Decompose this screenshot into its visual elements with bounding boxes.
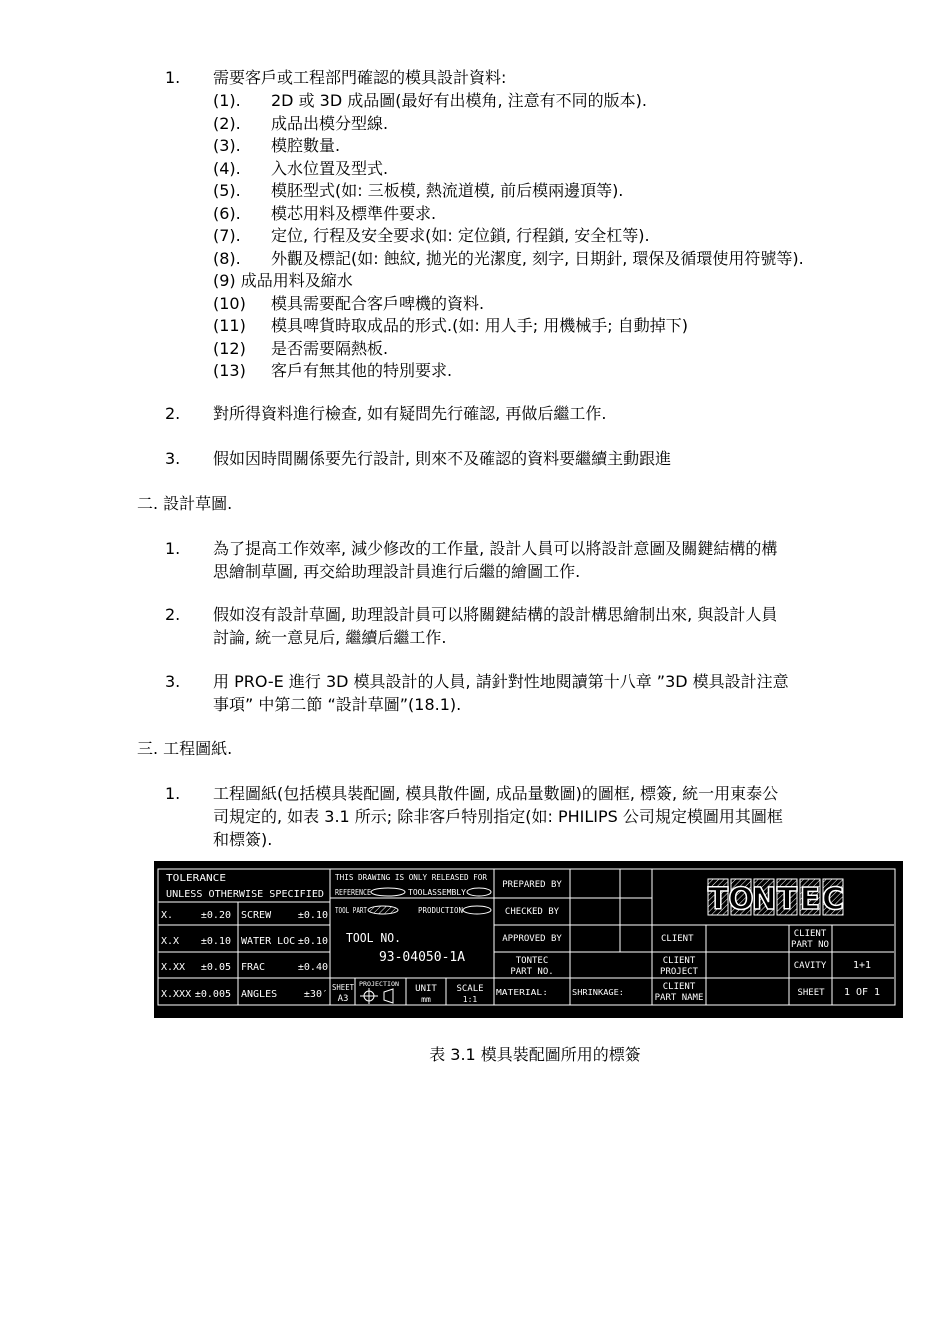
table-caption: 表 3.1 模具裝配圖所用的標簽 — [429, 1045, 641, 1064]
prepared-by-label: PREPARED BY — [502, 880, 562, 890]
sub-item-text: 模具需要配合客戶啤機的資料. — [271, 293, 485, 313]
item-number: 1. — [165, 784, 181, 803]
tool-assembly-label: TOOLASSEMBLY — [408, 888, 467, 897]
cavity-label: CAVITY — [793, 961, 827, 971]
sub-item-text: 入水位置及型式. — [271, 158, 389, 178]
tolerance-key: X. — [161, 910, 174, 921]
item-number: 2. — [165, 605, 181, 624]
sub-item-number: (6). — [213, 203, 241, 223]
item-text: 和標簽). — [213, 830, 273, 849]
logo-letter: T — [776, 882, 798, 917]
sub-item-number: (4). — [213, 158, 241, 178]
tool-no-label: TOOL NO. — [346, 931, 401, 945]
item-text: 工程圖紙(包括模具裝配圖, 模具散件圖, 成品量數圖)的圖框, 標簽, 統一用東泰公 — [213, 784, 779, 803]
sub-item-text: 客戶有無其他的特別要求. — [271, 361, 453, 380]
tolerance-label: TOLERANCE — [166, 873, 226, 884]
tolerance-value: ±0.005 — [194, 989, 231, 1000]
item-number: 3. — [165, 449, 181, 468]
item-text: 思繪制草圖, 再交給助理設計員進行后繼的繪圖工作. — [213, 562, 581, 581]
sub-item-number: (1). — [213, 91, 241, 110]
tool-no-value: 93-04050-1A — [378, 950, 466, 965]
item-text: 為了提高工作效率, 減少修改的工作量, 設計人員可以將設計意圖及關鍵結構的構 — [213, 539, 778, 558]
unit-label: UNIT — [415, 984, 437, 994]
tolerance-value-2: ±0.40 — [297, 962, 328, 973]
item-text: 用 PRO-E 進行 3D 模具設計的人員, 請針對性地閱讀第十八章 ”3D 模具設計注意 — [213, 672, 789, 691]
client-part-no-label: CLIENT — [793, 929, 827, 939]
logo-letter: E — [799, 882, 821, 917]
tontec-part-label-2: PART NO. — [510, 967, 554, 977]
sub-item-number: (11) — [213, 316, 246, 335]
item-text: 假如因時間關係要先行設計, 則來不及確認的資料要繼續主動跟進 — [213, 449, 672, 468]
tolerance-key: X.X — [161, 936, 180, 947]
tolerance-key: X.XX — [161, 962, 186, 973]
logo-letter: N — [751, 882, 777, 917]
material-label: MATERIAL: — [496, 988, 548, 997]
sub-item-text: 外觀及標記(如: 蝕紋, 拋光的光潔度, 刻字, 日期針, 環保及循環使用符號等). — [271, 248, 804, 268]
sheet-label: SHEET — [797, 988, 825, 998]
sub-item-number: (13) — [213, 361, 246, 380]
tolerance-key-2: FRAC — [241, 962, 266, 973]
sub-item-text: (9) 成品用料及縮水 — [213, 271, 353, 290]
sub-item-text: 是否需要隔熱板. — [271, 338, 389, 358]
tolerance-value: ±0.05 — [200, 962, 231, 973]
sub-item-text: 模胚型式(如: 三板模, 熱流道模, 前后模兩邊頂等). — [271, 181, 624, 200]
client-project-label-2: PROJECT — [660, 967, 698, 977]
sheet-size-value: A3 — [337, 994, 349, 1004]
sub-item-text: 模腔數量. — [271, 136, 341, 155]
heading-text: 三. 工程圖紙. — [137, 739, 233, 758]
client-part-name-label: CLIENT — [662, 982, 696, 992]
sub-item-text: 定位, 行程及安全要求(如: 定位鎖, 行程鎖, 安全杠等). — [271, 226, 650, 245]
tolerance-key: X.XXX — [161, 989, 192, 1000]
tool-part-label: TOOL PART — [335, 906, 368, 915]
item-text: 假如沒有設計草圖, 助理設計員可以將關鍵結構的設計構思繪制出來, 與設計人員 — [213, 605, 778, 624]
checked-by-label: CHECKED BY — [504, 907, 560, 917]
sub-item-text: 成品出模分型線. — [271, 113, 389, 133]
item-number: 1. — [165, 68, 181, 87]
item-text: 司規定的, 如表 3.1 所示; 除非客戶特別指定(如: PHILIPS 公司規定模圖用其圖框 — [213, 807, 783, 826]
sheet-value: 1 OF 1 — [843, 987, 881, 998]
tolerance-value-2: ±0.10 — [297, 910, 328, 921]
tolerance-value-2: ±0.10 — [297, 936, 328, 947]
logo-group — [708, 879, 844, 917]
approved-by-label: APPROVED BY — [502, 934, 562, 944]
reference-label: REFERENCE — [335, 888, 372, 897]
cavity-value: 1+1 — [852, 960, 872, 971]
sub-item-text: 模芯用料及標準件要求. — [271, 203, 437, 223]
logo-letter: C — [821, 882, 845, 917]
release-note: THIS DRAWING IS ONLY RELEASED FOR — [335, 873, 488, 882]
sub-item-text: 模具啤貨時取成品的形式.(如: 用人手; 用機械手; 自動掉下) — [271, 316, 689, 335]
item-text: 事項” 中第二節 “設計草圖”(18.1). — [213, 695, 462, 714]
sub-item-text: 2D 或 3D 成品圖(最好有出模角, 注意有不同的版本). — [271, 91, 648, 110]
sub-item-number: (10) — [213, 293, 246, 313]
unless-label: UNLESS OTHERWISE SPECIFIED — [166, 889, 324, 900]
scale-value: 1:1 — [462, 995, 478, 1004]
logo-letter: T — [707, 882, 729, 917]
tolerance-value: ±0.10 — [200, 936, 231, 947]
client-part-name-label-2: PART NAME — [654, 993, 704, 1003]
item-text: 需要客戶或工程部門確認的模具設計資料: — [213, 68, 507, 87]
unit-value: mm — [421, 995, 431, 1004]
item-text: 對所得資料進行檢查, 如有疑問先行確認, 再做后繼工作. — [213, 404, 607, 423]
tolerance-value-2: ±30′ — [303, 989, 328, 1000]
client-label: CLIENT — [661, 934, 694, 944]
sub-item-number: (2). — [213, 113, 241, 133]
production-label: PRODUCTION — [418, 906, 464, 915]
projection-label: PROJECTION — [359, 981, 400, 988]
tolerance-key-2: ANGLES — [241, 989, 278, 1000]
client-project-label: CLIENT — [662, 956, 696, 966]
tolerance-key-2: SCREW — [241, 910, 272, 921]
tontec-part-label: TONTEC — [515, 956, 549, 966]
scale-label: SCALE — [456, 984, 484, 994]
logo-letter: O — [728, 882, 754, 917]
title-block — [154, 861, 903, 1018]
sub-item-number: (8). — [213, 248, 241, 268]
item-text: 討論, 統一意見后, 繼續后繼工作. — [213, 628, 447, 647]
sub-item-number: (12) — [213, 338, 246, 358]
item-number: 1. — [165, 539, 181, 558]
title-block-drawing — [154, 861, 903, 1018]
heading-text: 二. 設計草圖. — [137, 494, 233, 513]
client-part-no-label-2: PART NO — [791, 940, 829, 950]
sub-item-number: (7). — [213, 226, 241, 245]
tolerance-key-2: WATER LOC — [241, 936, 296, 947]
sub-item-number: (3). — [213, 136, 241, 155]
sub-item-number: (5). — [213, 181, 241, 200]
item-number: 2. — [165, 404, 181, 423]
sheet-size-label: SHEET — [332, 983, 355, 992]
tolerance-value: ±0.20 — [200, 910, 231, 921]
shrinkage-label: SHRINKAGE: — [572, 988, 624, 997]
item-number: 3. — [165, 672, 181, 691]
